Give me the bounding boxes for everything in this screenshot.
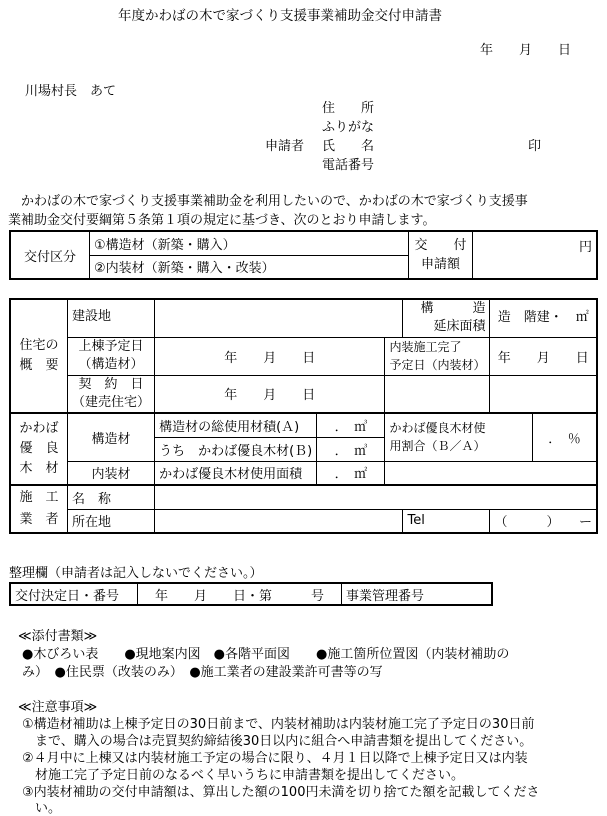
- office-use-table: [9, 582, 493, 606]
- blank-cell: [385, 461, 597, 485]
- grant-category-label: 交付区分: [10, 231, 90, 279]
- management-number-label: 事業管理番号: [342, 583, 493, 605]
- housing-overview-label: 住宅の 概 要: [10, 299, 68, 413]
- grant-option-structural[interactable]: ①構造材（新築・購入）: [90, 231, 409, 255]
- tel-label: Tel: [403, 509, 490, 533]
- kawaba-volume-field[interactable]: ． ㎥: [317, 437, 385, 461]
- attachments-line-1: ●木びろい表 ●現地案内図 ●各階平面図 ●施工箇所位置図（内装材補助の: [9, 647, 510, 662]
- interior-finish-label: 内装施工完了 予定日（内装材）: [385, 337, 490, 375]
- intro-line-1: かわばの木で家づくり支援事業補助金を利用したいので、かわばの木で家づくり支援事: [8, 194, 528, 209]
- notes-heading: ≪注意事項≫: [18, 700, 98, 715]
- page-title: 年度かわばの木で家づくり支援事業補助金交付申請書: [118, 8, 442, 24]
- intro-line-2: 業補助金交付要綱第５条第１項の規定に基づき、次のとおり申請します。: [8, 213, 436, 228]
- recipient: 川場村長 あて: [25, 84, 117, 99]
- note-line-4: 材施工完了予定日前のなるべく早いうちに申請書類を提出してください。: [22, 768, 465, 783]
- interior-label: 内装材: [68, 461, 155, 485]
- seal-mark: 印: [528, 139, 542, 154]
- contractor-name-field[interactable]: [155, 485, 597, 509]
- office-use-heading: 整理欄（申請者は記入しないでください。）: [9, 566, 263, 581]
- note-line-3: ②４月中に上棟又は内装材施工予定の場合に限り、４月１日以降で上棟予定日又は内装: [22, 751, 528, 766]
- interior-area-label: かわば優良木材使用面積: [155, 461, 317, 485]
- kawaba-ratio-label: かわば優良木材使 用割合（Ｂ／Ａ）: [385, 413, 533, 461]
- application-date: 年 月 日: [480, 43, 572, 58]
- address-label: 住 所: [322, 101, 375, 116]
- contract-date-label: 契 約 日 （建売住宅）: [68, 375, 155, 413]
- contractor-name-label: 名 称: [68, 485, 155, 509]
- tel-field[interactable]: （ ） ー: [490, 509, 597, 533]
- kawaba-ratio-field[interactable]: ． ％: [532, 413, 597, 461]
- interior-area-field[interactable]: ． ㎡: [317, 461, 385, 485]
- applicant-label: 申請者: [265, 139, 305, 154]
- kawaba-volume-label: うち かわば優良木材(Ｂ): [155, 437, 317, 461]
- grant-table: [9, 230, 598, 280]
- note-line-2: まで、購入の場合は売買契約締結後30日以内に組合へ申請書類を提出してください。: [22, 734, 533, 749]
- note-line-1: ①構造材補助は上棟予定日の30日前まで、内装材補助は内装材施工完了予定日の30日前: [22, 717, 535, 732]
- furigana-label: ふりがな: [322, 120, 375, 135]
- note-line-6: い。: [22, 801, 62, 816]
- grant-option-interior[interactable]: ②内装材（新築・購入・改装）: [90, 255, 409, 279]
- blank-cell: [490, 375, 597, 413]
- framing-date-label: 上棟予定日 （構造材）: [68, 337, 155, 375]
- attachments-heading: ≪添付書類≫: [18, 629, 98, 644]
- structural-label: 構造材: [68, 413, 155, 461]
- grant-amount-field[interactable]: [473, 231, 598, 279]
- decision-field[interactable]: 年 月 日・第 号: [138, 583, 342, 605]
- total-volume-label: 構造材の総使用材積(Ａ): [155, 413, 317, 437]
- note-line-5: ③内装材補助の交付申請額は、算出した額の100円未満を切り捨てた額を記載してくださ: [22, 785, 540, 800]
- yen-unit: 円: [578, 240, 592, 255]
- blank-cell: [385, 375, 490, 413]
- framing-date-field[interactable]: 年 月 日: [155, 337, 385, 375]
- contractor-location-label: 所在地: [68, 509, 155, 533]
- contractor-location-field[interactable]: [155, 509, 403, 533]
- kawaba-wood-label: かわば 優 良 木 材: [10, 413, 68, 485]
- total-volume-field[interactable]: ． ㎥: [317, 413, 385, 437]
- phone-label: 電話番号: [322, 158, 375, 173]
- structure-area-label: 構 造 延床面積: [403, 299, 490, 337]
- name-label: 氏 名: [322, 139, 375, 154]
- grant-amount-label: 交 付 申請額: [409, 231, 473, 279]
- attachments-line-2: み） ●住民票（改装のみ） ●施工業者の建設業許可書等の写: [22, 665, 383, 680]
- site-field[interactable]: [155, 299, 403, 337]
- housing-table: [9, 298, 598, 534]
- structure-area-field[interactable]: 造 階建・ ㎡: [490, 299, 597, 337]
- interior-finish-field[interactable]: 年 月 日: [490, 337, 597, 375]
- contract-date-field[interactable]: 年 月 日: [155, 375, 385, 413]
- site-label: 建設地: [68, 299, 155, 337]
- decision-label: 交付決定日・番号: [10, 583, 138, 605]
- contractor-label: 施 工 業 者: [10, 485, 68, 533]
